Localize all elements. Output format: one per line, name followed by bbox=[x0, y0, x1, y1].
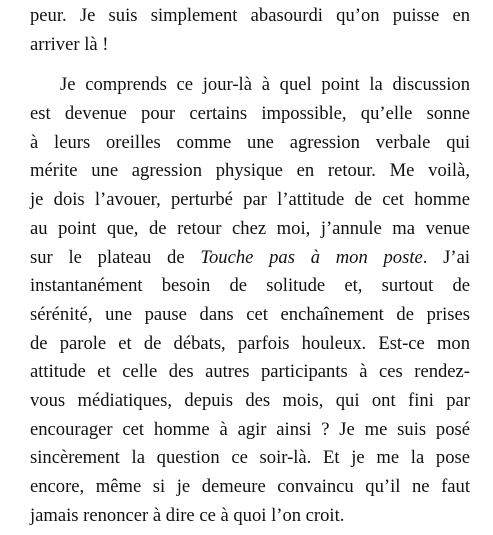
paragraph-gap bbox=[30, 59, 470, 71]
text-line: à leurs oreilles comme une agression verbale qui bbox=[30, 131, 470, 153]
text-line: encourager cet homme à agir ainsi ? Je me suis posé bbox=[30, 418, 470, 440]
text-line: jamais renoncer à dire ce à quoi l’on croit. bbox=[30, 504, 345, 526]
text-line: sérénité, une pause dans cet enchaînement de prises bbox=[30, 303, 470, 325]
paragraph-1 bbox=[30, 2, 470, 59]
text-line: de parole et de débats, parfois houleux. Est-ce mon bbox=[30, 332, 470, 354]
text-line: encore, même si je demeure convaincu qu’il ne faut bbox=[30, 476, 470, 497]
text-line: arriver là ! bbox=[30, 33, 109, 55]
text-line: vous médiatiques, depuis des mois, qui ont fini par bbox=[30, 389, 470, 411]
text-line: peur. Je suis simplement abasourdi qu’on puisse en bbox=[30, 5, 470, 26]
text-line-with-title bbox=[30, 244, 470, 273]
text-line: est devenue pour certains impossible, qu’elle sonne bbox=[30, 103, 470, 125]
text-line: instantanément besoin de solitude et, surtout de bbox=[30, 275, 470, 297]
text-line: mérite une agression physique en retour. Me voilà, bbox=[30, 160, 470, 182]
text-before-title: sur le plateau de bbox=[30, 246, 185, 268]
text-after-title: . J’ai bbox=[422, 246, 470, 268]
text-line: je dois l’avouer, perturbé par l’attitude de cet homme bbox=[30, 189, 470, 211]
text-line: Je comprends ce jour-là à quel point la discussion bbox=[60, 74, 470, 96]
text-line: au point que, de retour chez moi, j’annule ma venue bbox=[30, 217, 470, 239]
text-line: attitude et celle des autres participants à ces rendez- bbox=[30, 361, 470, 383]
show-title: Touche pas à mon poste bbox=[200, 246, 423, 268]
paragraph-2 bbox=[30, 71, 470, 530]
text-line: sincèrement la question ce soir-là. Et je me la pose bbox=[30, 447, 470, 469]
document-page bbox=[30, 2, 470, 530]
